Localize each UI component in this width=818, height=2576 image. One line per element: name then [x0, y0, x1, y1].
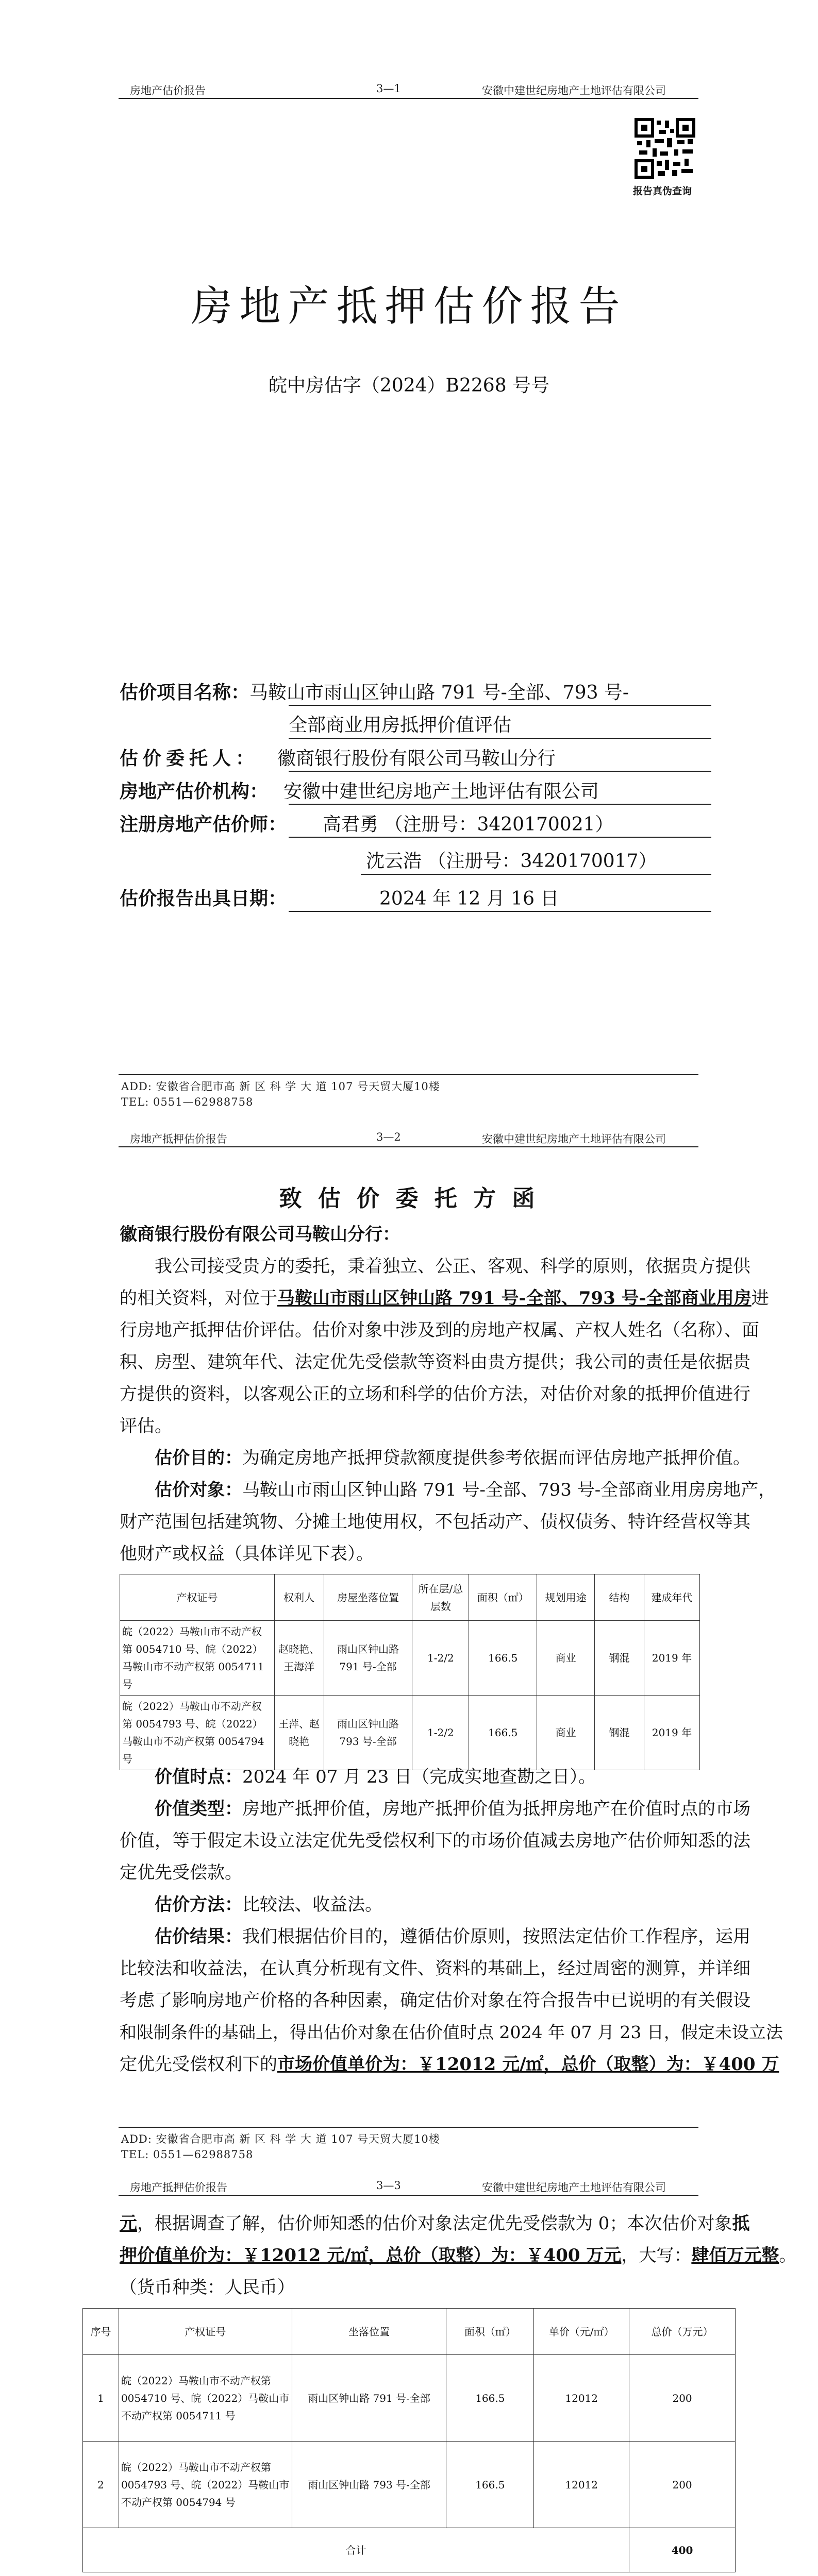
table-cell: 12012: [534, 2442, 629, 2528]
field-project-value-line2: 全部商业用房抵押价值评估: [289, 715, 512, 736]
field-date: [120, 886, 559, 911]
table-row: [120, 1696, 700, 1770]
text-span: 。: [779, 2245, 797, 2266]
text-span: 定优先受偿权利下的: [120, 2054, 277, 2075]
report-title: 房地产抵押估价报告: [191, 282, 627, 330]
property-table: [120, 1574, 700, 1770]
purpose-line: [155, 1442, 750, 1474]
currency-line: （货币种类：人民币）: [120, 2277, 295, 2298]
value-type-line: 定优先受偿款。: [120, 1862, 242, 1883]
footer-tel: TEL: 0551—62988758: [121, 2148, 254, 2161]
field-client-value: 徽商银行股份有限公司马鞍山分行: [277, 748, 556, 769]
letter-addressee: 徽商银行股份有限公司马鞍山分行：: [120, 1224, 400, 1245]
value-type-line: [155, 1793, 750, 1825]
continued-line: [120, 2208, 749, 2240]
table-cell: 1: [83, 2355, 119, 2442]
table-header: 坐落位置: [292, 2309, 446, 2355]
letter-paragraph: 我公司接受贵方的委托，秉着独立、公正、客观、科学的原则，依据贵方提供: [155, 1256, 750, 1277]
table-cell: 赵晓艳、王海洋: [274, 1621, 324, 1696]
field-appraiser-label: 注册房地产估价师：: [120, 814, 287, 835]
table-header: 所在层/总层数: [412, 1574, 469, 1621]
table-header: 建成年代: [644, 1574, 700, 1621]
valuation-table: [82, 2308, 736, 2572]
table-cell: 166.5: [446, 2442, 534, 2528]
header-divider: [119, 2195, 698, 2196]
result-line: 考虑了影响房地产价格的各种因素，确定估价对象在符合报告中已说明的有关假设: [120, 1990, 750, 2011]
table-cell: 钢混: [595, 1696, 644, 1770]
table-cell: 166.5: [469, 1696, 537, 1770]
table-total-row: [83, 2528, 736, 2572]
table-header: 权利人: [274, 1574, 324, 1621]
table-cell: 2019 年: [644, 1621, 700, 1696]
text-span: ，大写：: [621, 2245, 692, 2266]
value-date-label: 价值时点：: [155, 1767, 242, 1787]
table-cell: 12012: [534, 2355, 629, 2442]
underline: [289, 837, 711, 838]
table-header: 产权证号: [119, 2309, 292, 2355]
page-header-number: 3—1: [376, 82, 401, 95]
field-appraiser-value: 高君勇 （注册号：3420170021）: [323, 814, 614, 835]
value-date-line: [155, 1761, 596, 1793]
table-total-value: 400: [629, 2528, 736, 2572]
letter-paragraph: [120, 1282, 769, 1314]
text-span: 的相关资料，对位于: [120, 1288, 277, 1309]
table-total-label: 合计: [83, 2528, 629, 2572]
object-text: 马鞍山市雨山区钟山路 791 号-全部、793 号-全部商业用房房地产，: [242, 1480, 776, 1500]
object-label: 估价对象：: [155, 1480, 242, 1500]
footer-divider: [119, 1074, 698, 1075]
field-agency: [120, 779, 599, 804]
qr-code-icon: [634, 117, 696, 179]
underline: [289, 911, 711, 912]
method-label: 估价方法：: [155, 1894, 242, 1915]
field-agency-label: 房地产估价机构：: [120, 781, 269, 802]
field-appraiser: [120, 812, 614, 837]
table-cell: 皖（2022）马鞍山市不动产权第 0054793 号、皖（2022）马鞍山市不动产权第 0054794 号: [120, 1696, 275, 1770]
method-line: [155, 1889, 382, 1921]
underline: [289, 738, 711, 739]
table-header: 结构: [595, 1574, 644, 1621]
page-header-left: 房地产抵押估价报告: [130, 1133, 227, 1145]
value-type-line: 价值，等于假定未设立法定优先受偿权利下的市场价值减去房地产估价师知悉的法: [120, 1831, 750, 1851]
field-appraiser-value-line2: 沈云浩 （注册号：3420170017）: [366, 851, 657, 872]
table-cell: 166.5: [469, 1621, 537, 1696]
result-label: 估价结果：: [155, 1926, 242, 1947]
result-line: 和限制条件的基础上，得出估价对象在估价值时点 2024 年 07 月 23 日，假定未设立法: [120, 2022, 783, 2042]
object-line: [155, 1474, 776, 1506]
object-line: 他财产或权益（具体详见下表）。: [120, 1544, 374, 1564]
purpose-label: 估价目的：: [155, 1448, 242, 1468]
value-date-text: 2024 年 07 月 23 日（完成实地查勘之日）。: [242, 1767, 596, 1787]
table-header: 规划用途: [537, 1574, 595, 1621]
market-value: 市场价值单价为：￥12012 元/㎡，总价（取整）为：￥400 万: [277, 2054, 779, 2075]
report-number: 皖中房估字（2024）B2268 号号: [268, 375, 550, 396]
mortgage-value-words: 肆佰万元整: [691, 2245, 779, 2266]
field-project-value: 马鞍山市雨山区钟山路 791 号-全部、793 号-: [249, 682, 629, 703]
field-client: [120, 746, 556, 771]
letter-paragraph: 方提供的资料，以客观公正的立场和科学的估价方法，对估价对象的抵押价值进行: [120, 1384, 750, 1404]
page-header-left: 房地产估价报告: [130, 84, 206, 97]
field-date-value: 2024 年 12 月 16 日: [379, 888, 559, 909]
table-cell: 1-2/2: [412, 1621, 469, 1696]
header-divider: [119, 1146, 698, 1147]
text-span: 元: [120, 2213, 137, 2234]
purpose-text: 为确定房地产抵押贷款额度提供参考依据而评估房地产抵押价值。: [242, 1448, 750, 1468]
value-type-text: 房地产抵押价值，房地产抵押价值为抵押房地产在价值时点的市场: [242, 1799, 750, 1819]
table-cell: 皖（2022）马鞍山市不动产权第 0054710 号、皖（2022）马鞍山市不动产权第 0054711 号: [120, 1621, 275, 1696]
table-cell: 商业: [537, 1696, 595, 1770]
table-cell: 雨山区钟山路 791 号-全部: [292, 2355, 446, 2442]
underline: [289, 804, 711, 805]
footer-tel: TEL: 0551—62988758: [121, 1096, 254, 1108]
table-cell: 雨山区钟山路 793 号-全部: [324, 1696, 412, 1770]
page-header-right: 安徽中建世纪房地产土地评估有限公司: [482, 1133, 666, 1145]
table-cell: 166.5: [446, 2355, 534, 2442]
underline: [289, 705, 711, 706]
text-span: 进: [751, 1288, 769, 1309]
footer-address: ADD: 安徽省合肥市高 新 区 科 学 大 道 107 号天贸大厦10楼: [121, 2133, 440, 2145]
table-header: 面积（㎡）: [469, 1574, 537, 1621]
field-client-label: 估价委托人：: [120, 748, 259, 769]
letter-title: 致 估 价 委 托 方 函: [279, 1185, 539, 1212]
table-cell: 1-2/2: [412, 1696, 469, 1770]
table-cell: 商业: [537, 1621, 595, 1696]
continued-line: [120, 2240, 796, 2272]
result-line: 比较法和收益法，在认真分析现有文件、资料的基础上，经过周密的测算，并详细: [120, 1958, 750, 1979]
table-row: [83, 2442, 736, 2528]
table-cell: 皖（2022）马鞍山市不动产权第 0054710 号、皖（2022）马鞍山市不动产权第 0054711 号: [119, 2355, 292, 2442]
table-header: 单价（元/㎡）: [534, 2309, 629, 2355]
object-line: 财产范围包括建筑物、分摊土地使用权，不包括动产、债权债务、特许经营权等其: [120, 1512, 750, 1532]
field-project: [120, 680, 629, 705]
letter-paragraph: 行房地产抵押估价评估。估价对象中涉及到的房地产权属、产权人姓名（名称）、面: [120, 1320, 759, 1341]
table-cell: 雨山区钟山路 791 号-全部: [324, 1621, 412, 1696]
value-type-label: 价值类型：: [155, 1799, 242, 1819]
table-cell: 200: [629, 2355, 736, 2442]
mortgage-value: 押价值单价为：￥12012 元/㎡，总价（取整）为：￥400 万元: [120, 2245, 622, 2266]
text-span: ，根据调查了解，估价师知悉的估价对象法定优先受偿款为 0；本次估价对象: [137, 2213, 732, 2234]
table-cell: 2019 年: [644, 1696, 700, 1770]
field-date-label: 估价报告出具日期：: [120, 888, 287, 909]
page-header-number: 3—3: [376, 2179, 401, 2192]
table-header: 面积（㎡）: [446, 2309, 534, 2355]
table-cell: 雨山区钟山路 793 号-全部: [292, 2442, 446, 2528]
page-header-number: 3—2: [376, 1131, 401, 1143]
page-header-left: 房地产抵押估价报告: [130, 2181, 227, 2194]
result-line: [120, 2048, 779, 2080]
qr-caption: 报告真伪查询: [633, 185, 692, 197]
table-row: [120, 1621, 700, 1696]
underline: [289, 771, 711, 772]
table-cell: 钢混: [595, 1621, 644, 1696]
table-header: 产权证号: [120, 1574, 275, 1621]
footer-address: ADD: 安徽省合肥市高 新 区 科 学 大 道 107 号天贸大厦10楼: [121, 1080, 440, 1093]
table-row: [83, 2355, 736, 2442]
page-header-right: 安徽中建世纪房地产土地评估有限公司: [482, 84, 666, 97]
field-project-label: 估价项目名称：: [120, 682, 250, 703]
underline: [361, 874, 711, 875]
result-text: 我们根据估价目的，遵循估价原则，按照法定估价工作程序，运用: [242, 1926, 750, 1947]
table-header: 房屋坐落位置: [324, 1574, 412, 1621]
letter-paragraph: 评估。: [120, 1416, 172, 1436]
table-header: 总价（万元）: [629, 2309, 736, 2355]
table-cell: 皖（2022）马鞍山市不动产权第 0054793 号、皖（2022）马鞍山市不动产权第 0054794 号: [119, 2442, 292, 2528]
table-cell: 王萍、赵晓艳: [274, 1696, 324, 1770]
table-header-row: [83, 2309, 736, 2355]
page-header-right: 安徽中建世纪房地产土地评估有限公司: [482, 2181, 666, 2194]
footer-divider: [119, 2127, 698, 2128]
table-cell: 2: [83, 2442, 119, 2528]
table-header: 序号: [83, 2309, 119, 2355]
table-header-row: [120, 1574, 700, 1621]
header-divider: [119, 98, 698, 99]
field-agency-value: 安徽中建世纪房地产土地评估有限公司: [283, 781, 599, 802]
result-line: [155, 1921, 750, 1953]
method-text: 比较法、收益法。: [242, 1894, 382, 1915]
property-address: 马鞍山市雨山区钟山路 791 号-全部、793 号-全部商业用房: [277, 1288, 752, 1309]
text-span: 抵: [732, 2213, 750, 2234]
table-cell: 200: [629, 2442, 736, 2528]
letter-paragraph: 积、房型、建筑年代、法定优先受偿款等资料由贵方提供；我公司的责任是依据贵: [120, 1352, 750, 1372]
